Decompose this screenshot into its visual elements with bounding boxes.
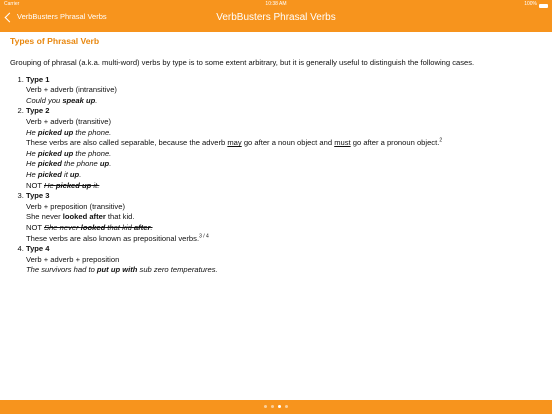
section-heading: Types of Phrasal Verb (10, 36, 100, 46)
example-line: He picked up the phone. (26, 148, 112, 158)
type-description: Verb + adverb (intransitive) (26, 85, 117, 95)
footnote-ref[interactable]: 3 / 4 (199, 232, 209, 239)
navigation-bar (0, 9, 552, 32)
page-title: VerbBusters Phrasal Verbs (216, 12, 336, 23)
type-item-3 (26, 191, 542, 244)
carrier-label: Carrier (4, 1, 20, 7)
page-dot[interactable] (271, 405, 274, 408)
type-item-2 (26, 106, 542, 191)
page-dot[interactable] (264, 405, 267, 408)
type-description: Verb + adverb (transitive) (26, 116, 112, 126)
example-line: Could you speak up. (26, 95, 98, 105)
type-item-4 (26, 244, 542, 276)
type-title: 4. Type 4 (26, 244, 50, 254)
page-dot[interactable] (278, 405, 281, 408)
counter-example-line: NOT She never looked that kid after. (26, 222, 153, 232)
footnote-ref[interactable]: 2 (439, 137, 443, 144)
bottom-bar (0, 400, 552, 414)
note-line: These verbs are also known as prepositional verbs.$^{3 / 4}$ (26, 232, 209, 243)
example-line: He picked it up. (26, 169, 82, 179)
type-title: 2. Type 2 (26, 106, 50, 116)
type-item-1 (26, 75, 542, 107)
example-line: She never looked after that kid. (26, 212, 135, 222)
status-bar (0, 0, 552, 9)
counter-example-line: NOT He picked up it. (26, 180, 100, 190)
note-line: These verbs are also called separable, because the adverb may go after a noun object and must go after a pronoun object.$^2$ (26, 137, 443, 148)
example-line: The survivors had to put up with sub zero temperatures. (26, 265, 218, 275)
back-button-label: VerbBusters Phrasal Verbs (17, 12, 107, 21)
battery-percent: 100% (524, 1, 537, 7)
page-indicator[interactable] (0, 405, 552, 408)
type-title: 3. Type 3 (26, 191, 50, 201)
article-content (10, 36, 542, 276)
status-time: 10:38 AM (265, 1, 287, 7)
type-title: 1. Type 1 (26, 74, 50, 84)
example-line: He picked the phone up. (26, 159, 112, 169)
top-bar (0, 0, 552, 32)
example-line: He picked up the phone. (26, 127, 112, 137)
type-description: Verb + adverb + preposition (26, 254, 120, 264)
battery-indicator (524, 0, 548, 9)
type-list (10, 75, 542, 276)
page-dot[interactable] (285, 405, 288, 408)
type-description: Verb + preposition (transitive) (26, 201, 125, 211)
intro-paragraph: Grouping of phrasal (a.k.a. multi-word) verbs by type is to some extent arbitrary, but it is generally useful to distinguish the following cases. (10, 58, 475, 67)
battery-icon (539, 4, 548, 8)
